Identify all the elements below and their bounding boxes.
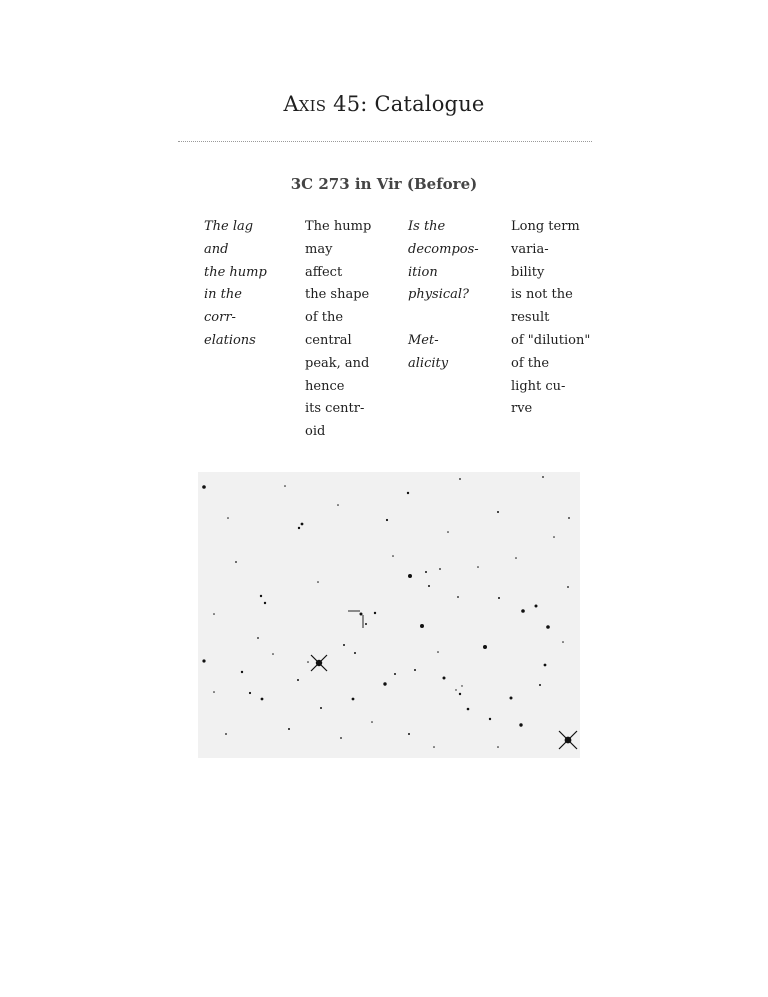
column-line: the shape [305,287,370,303]
column-line: light cu- [511,378,566,394]
page-title-text: Axis 45: Catalogue [283,92,485,116]
column-line: peak, and [305,355,370,371]
column-line: The lag [204,219,254,234]
column-line: hence [305,378,345,394]
column-line: and [204,241,229,257]
column-line: bility [511,264,545,280]
column-line: of the [511,355,550,371]
column-line: its centr- [305,401,365,417]
column-line: alicity [408,355,449,371]
star-field-background [198,472,580,758]
text-column-4 [511,216,590,421]
title-divider [178,141,592,142]
column-line: may [305,241,333,257]
page-title [0,92,768,116]
column-line: result [511,310,550,326]
column-line: elations [204,332,256,348]
column-line: Is the [408,219,446,234]
column-line: physical? [408,287,470,303]
text-column-3 [408,216,479,376]
column-line: rve [511,401,533,417]
column-line: Met- [408,332,439,348]
column-line: central [305,332,352,348]
column-line: of "dilution" [511,332,591,348]
column-line: oid [305,424,326,440]
text-column-1 [204,216,267,353]
column-line: is not the [511,287,573,303]
column-line: decompos- [408,241,479,257]
text-column-2 [305,216,371,444]
column-line [408,307,479,330]
section-subtitle: 3C 273 in Vir (Before) [290,175,478,193]
star-field-image [198,472,580,758]
column-line: The hump [305,219,372,234]
column-line: in the [204,287,242,303]
column-line: Long term [511,219,580,234]
column-line: affect [305,264,343,280]
column-line: of the [305,310,344,326]
column-line: corr- [204,310,236,326]
column-line: varia- [511,241,549,257]
column-line: ition [408,264,438,280]
column-line: the hump [204,264,267,280]
